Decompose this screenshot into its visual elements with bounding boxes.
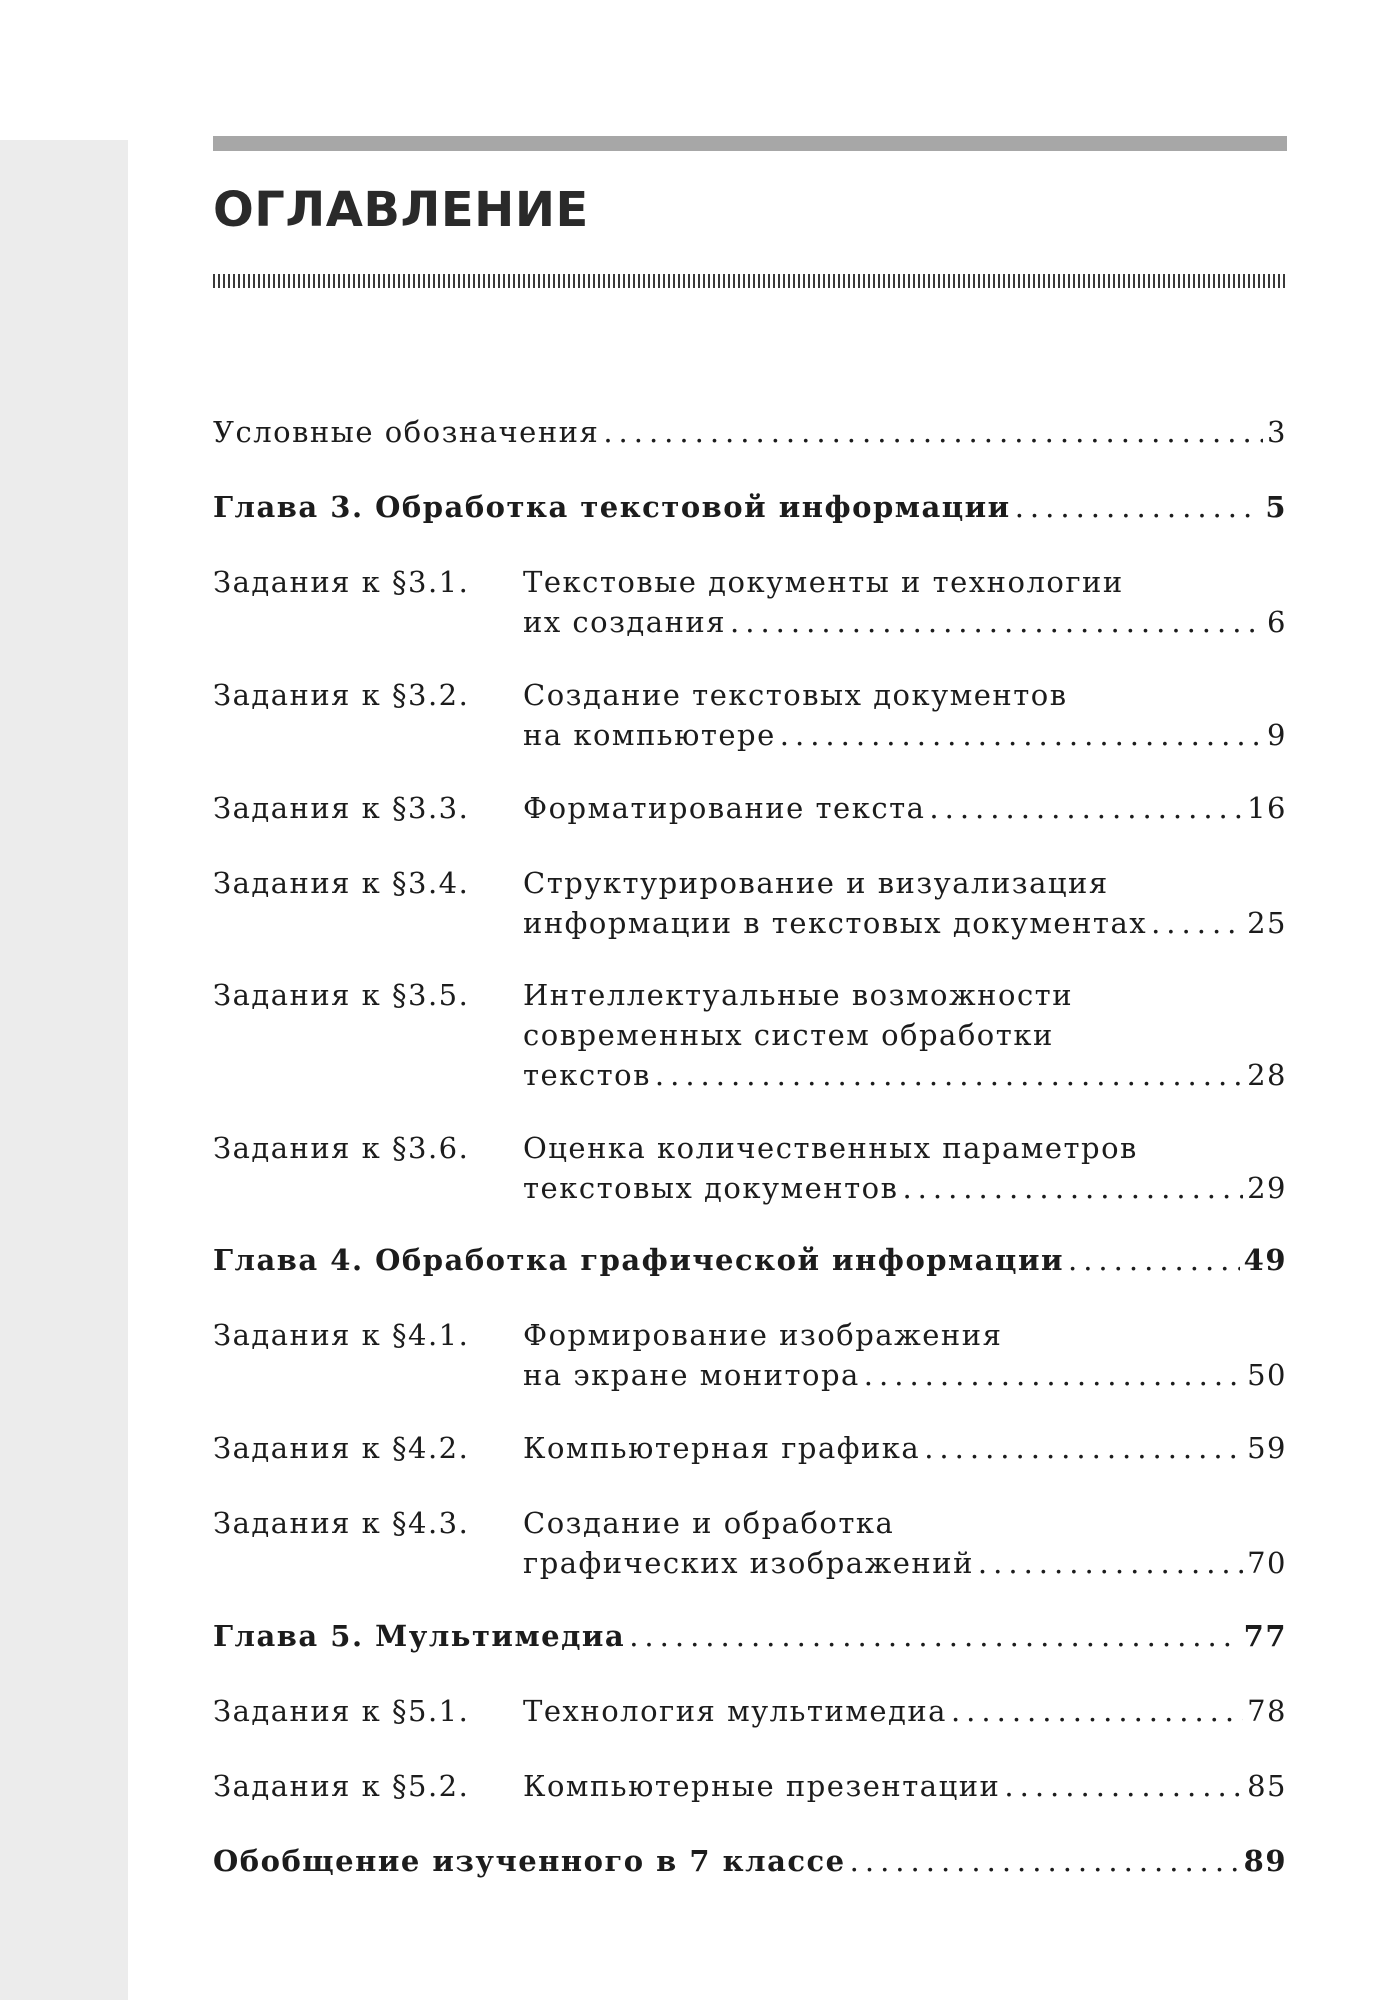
toc-entry-title [523, 1428, 1287, 1468]
toc-entry[interactable] [213, 1503, 1287, 1583]
toc-entry-prefix: Задания к §3.5. [213, 978, 470, 1012]
dot-leader [629, 1616, 1239, 1656]
dot-leader [929, 788, 1243, 828]
toc-page-number: 5 [1265, 490, 1287, 524]
header-bar [213, 136, 1287, 151]
toc-entry-title [523, 1503, 1287, 1583]
toc-entry-title [523, 675, 1287, 755]
toc-entry-last-line [523, 1355, 1287, 1395]
toc-entry-title-line: Формирование изображения [523, 1318, 1003, 1352]
toc-entry-prefix: Задания к §4.2. [213, 1431, 470, 1465]
toc-entry-title-line: Оценка количественных параметров [523, 1131, 1138, 1165]
toc-entry-title-line: Компьютерная графика [523, 1431, 921, 1465]
dot-leader [1015, 487, 1262, 527]
toc-page-number: 50 [1247, 1358, 1287, 1392]
toc-page-number: 59 [1247, 1431, 1287, 1465]
toc-entry-title-line: современных систем обработки [523, 1018, 1054, 1052]
toc-page-number: 25 [1247, 906, 1287, 940]
toc-entry[interactable] [213, 1616, 1287, 1656]
title-underline [213, 274, 1287, 288]
dot-leader [780, 715, 1263, 755]
toc-entry-title-line: Технология мультимедиа [523, 1694, 947, 1728]
toc-entry-last-line [523, 1543, 1287, 1583]
toc-entry[interactable] [213, 487, 1287, 527]
toc-entry-prefix: Задания к §4.1. [213, 1318, 470, 1352]
toc-entry-title [523, 562, 1287, 642]
toc-entry-prefix: Задания к §3.4. [213, 866, 470, 900]
toc-page-number: 49 [1243, 1243, 1287, 1277]
toc-entry-prefix: Задания к §5.1. [213, 1694, 470, 1728]
toc-page-number: 29 [1247, 1171, 1287, 1205]
toc-entry[interactable] [213, 1691, 1287, 1731]
toc-entry-title-line: Структурирование и визуализация [523, 866, 1109, 900]
toc-entry[interactable] [213, 1315, 1287, 1395]
toc-entry-last-line [523, 715, 1287, 755]
toc-page-number: 28 [1247, 1058, 1287, 1092]
toc-entry-line [213, 1240, 1287, 1280]
dot-leader [1004, 1766, 1243, 1806]
toc-page-number: 70 [1247, 1546, 1287, 1580]
dot-leader [730, 602, 1263, 642]
toc-entry-line [213, 1616, 1287, 1656]
toc-entry-line [213, 487, 1287, 527]
toc-entry[interactable] [213, 412, 1287, 452]
toc-entry-title [523, 863, 1287, 943]
toc-entry[interactable] [213, 863, 1287, 943]
dot-leader [978, 1543, 1243, 1583]
toc-entry-title-line: Создание текстовых документов [523, 678, 1068, 712]
toc-entry-title-line: текстовых документов [523, 1171, 899, 1205]
toc-entry-title [523, 1128, 1287, 1208]
toc-page-number: 89 [1243, 1844, 1287, 1878]
toc-entry[interactable] [213, 1766, 1287, 1806]
toc-page-number: 3 [1267, 415, 1287, 449]
toc-page-number: 16 [1247, 791, 1287, 825]
toc-entry-title-line: их создания [523, 605, 727, 639]
toc-entry[interactable] [213, 788, 1287, 828]
toc-entry-title [523, 1315, 1287, 1395]
toc-entry-title-line: Создание и обработка [523, 1506, 895, 1540]
toc-entry-title: Условные обозначения [213, 415, 600, 449]
toc-entry-prefix: Задания к §3.3. [213, 791, 470, 825]
toc-entry-last-line [523, 788, 1287, 828]
dot-leader [864, 1355, 1243, 1395]
toc-entry-title [523, 1691, 1287, 1731]
toc-entry-title-line: Форматирование текста [523, 791, 926, 825]
toc-entry-title-line: Текстовые документы и технологии [523, 565, 1124, 599]
toc-chapter-title: Глава 4. Обработка графической информации [213, 1243, 1064, 1277]
toc-entry-prefix: Задания к §4.3. [213, 1506, 470, 1540]
dot-leader [951, 1691, 1243, 1731]
toc-entry[interactable] [213, 562, 1287, 642]
toc-entry-last-line [523, 602, 1287, 642]
page-title: ОГЛАВЛЕНИЕ [213, 182, 589, 238]
toc-entry-prefix: Задания к §3.6. [213, 1131, 470, 1165]
toc-entry-title-line: графических изображений [523, 1546, 974, 1580]
toc-chapter-title: Обобщение изученного в 7 классе [213, 1844, 846, 1878]
toc-page-number: 78 [1247, 1694, 1287, 1728]
toc-entry-line [213, 412, 1287, 452]
toc-entry-title [523, 975, 1287, 1095]
toc-entry-prefix: Задания к §3.1. [213, 565, 470, 599]
toc-entry-last-line [523, 903, 1287, 943]
toc-entry-last-line [523, 1055, 1287, 1095]
toc-entry-line [213, 1841, 1287, 1881]
toc-entry-title [523, 1766, 1287, 1806]
page-edge-shadow [0, 140, 128, 2000]
dot-leader [850, 1841, 1240, 1881]
dot-leader [1151, 903, 1243, 943]
dot-leader [924, 1428, 1243, 1468]
toc-entry-title-line: на экране монитора [523, 1358, 860, 1392]
dot-leader [1068, 1240, 1240, 1280]
toc-entry[interactable] [213, 975, 1287, 1095]
toc-entry-last-line [523, 1766, 1287, 1806]
toc-entry[interactable] [213, 1128, 1287, 1208]
toc-entry-last-line [523, 1168, 1287, 1208]
toc-entry[interactable] [213, 1428, 1287, 1468]
toc-page-number: 85 [1247, 1769, 1287, 1803]
toc-entry-title-line: Интеллектуальные возможности [523, 978, 1074, 1012]
toc-entry-title-line: текстов [523, 1058, 651, 1092]
toc-page-number: 6 [1267, 605, 1287, 639]
toc-entry-prefix: Задания к §5.2. [213, 1769, 470, 1803]
toc-page-number: 77 [1243, 1619, 1287, 1653]
toc-entry-title-line: информации в текстовых документах [523, 906, 1148, 940]
toc-chapter-title: Глава 5. Мультимедиа [213, 1619, 626, 1653]
toc-chapter-title: Глава 3. Обработка текстовой информации [213, 490, 1011, 524]
toc-entry[interactable] [213, 1240, 1287, 1280]
toc-entry-last-line [523, 1428, 1287, 1468]
toc-entry[interactable] [213, 1841, 1287, 1881]
dot-leader [655, 1055, 1243, 1095]
toc-entry[interactable] [213, 675, 1287, 755]
toc-page-number: 9 [1267, 718, 1287, 752]
toc-entry-prefix: Задания к §3.2. [213, 678, 470, 712]
toc-entry-title-line: Компьютерные презентации [523, 1769, 1001, 1803]
toc-entry-title-line: на компьютере [523, 718, 776, 752]
dot-leader [603, 412, 1263, 452]
toc-entry-last-line [523, 1691, 1287, 1731]
dot-leader [902, 1168, 1243, 1208]
toc-entry-title [523, 788, 1287, 828]
